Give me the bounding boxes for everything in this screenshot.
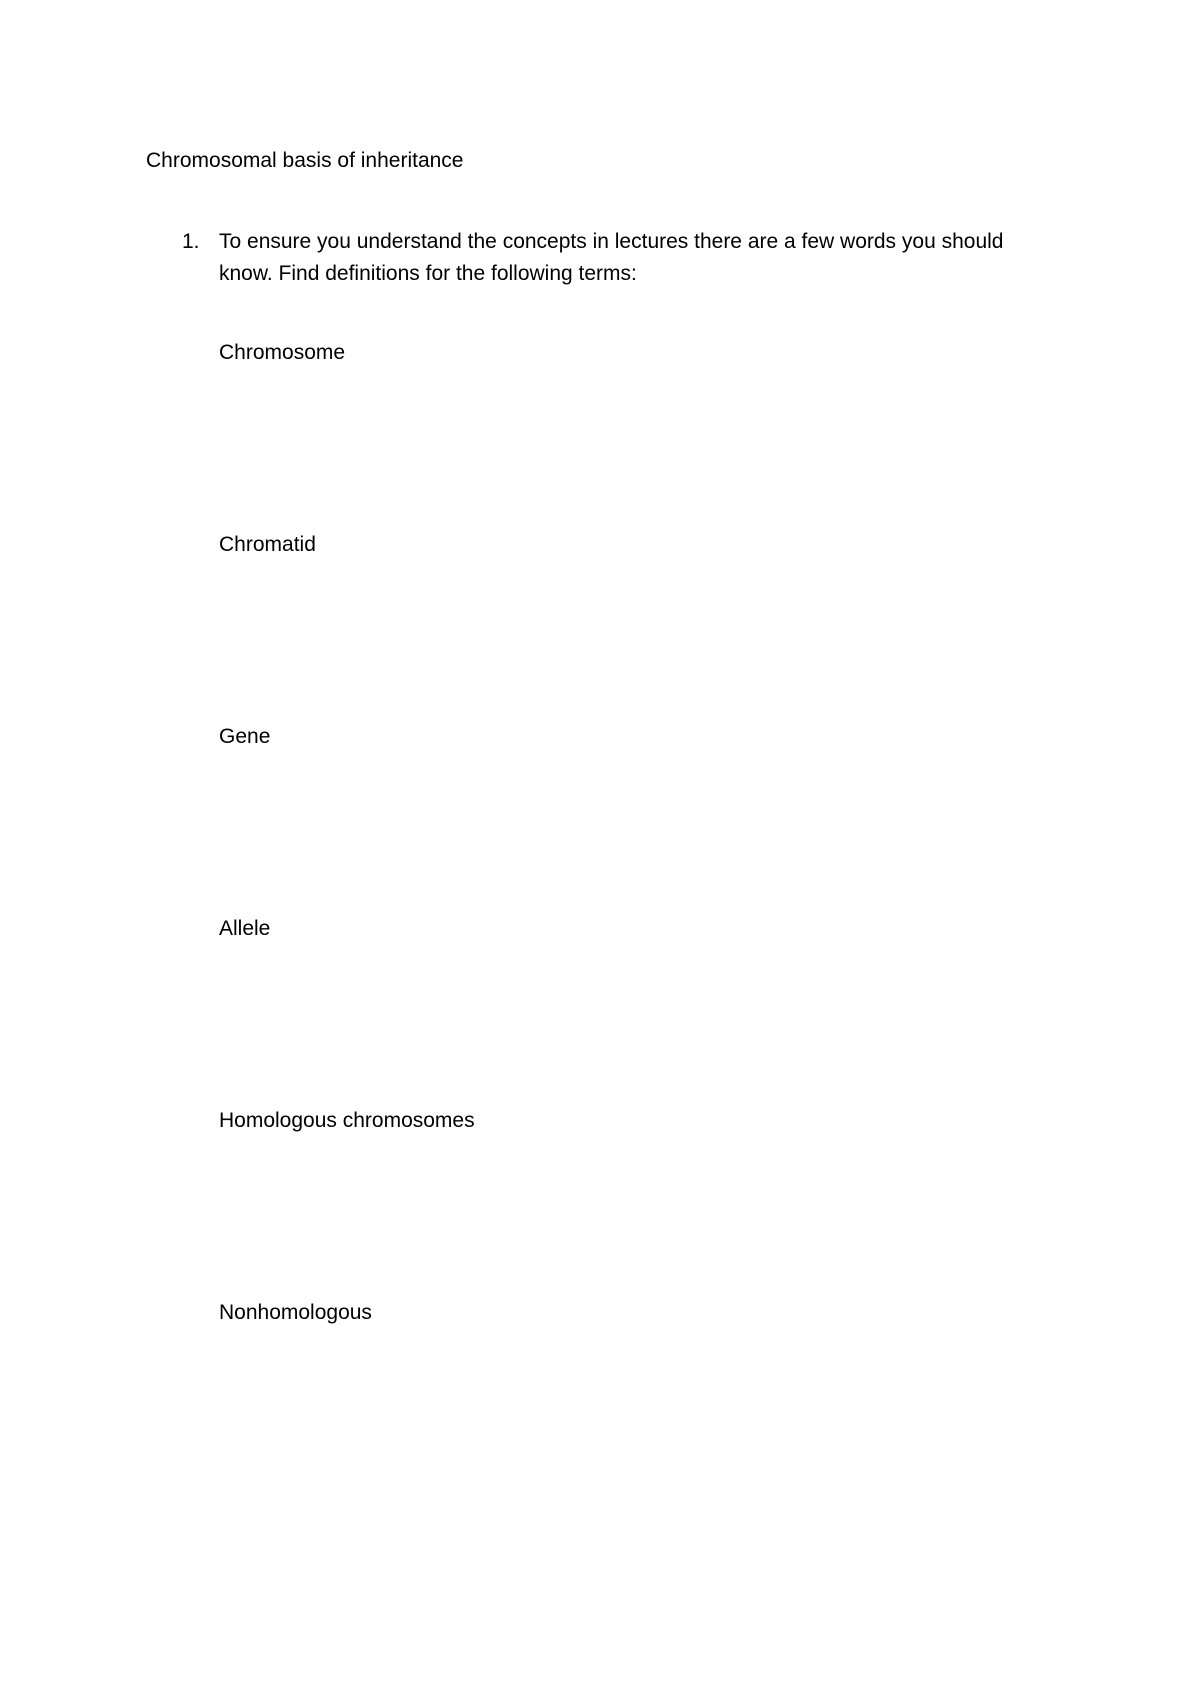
page-title: Chromosomal basis of inheritance <box>146 149 464 172</box>
term-nonhomologous: Nonhomologous <box>219 1301 372 1324</box>
term-allele: Allele <box>219 917 271 940</box>
term-chromatid: Chromatid <box>219 533 316 556</box>
term-homologous-chromosomes: Homologous chromosomes <box>219 1109 475 1132</box>
question-text: To ensure you understand the concepts in lectures there are a few words you should know. Find definitions for the following terms: <box>219 230 1004 285</box>
term-gene: Gene <box>219 725 271 748</box>
question-number: 1. <box>182 230 200 253</box>
term-chromosome: Chromosome <box>219 341 346 364</box>
